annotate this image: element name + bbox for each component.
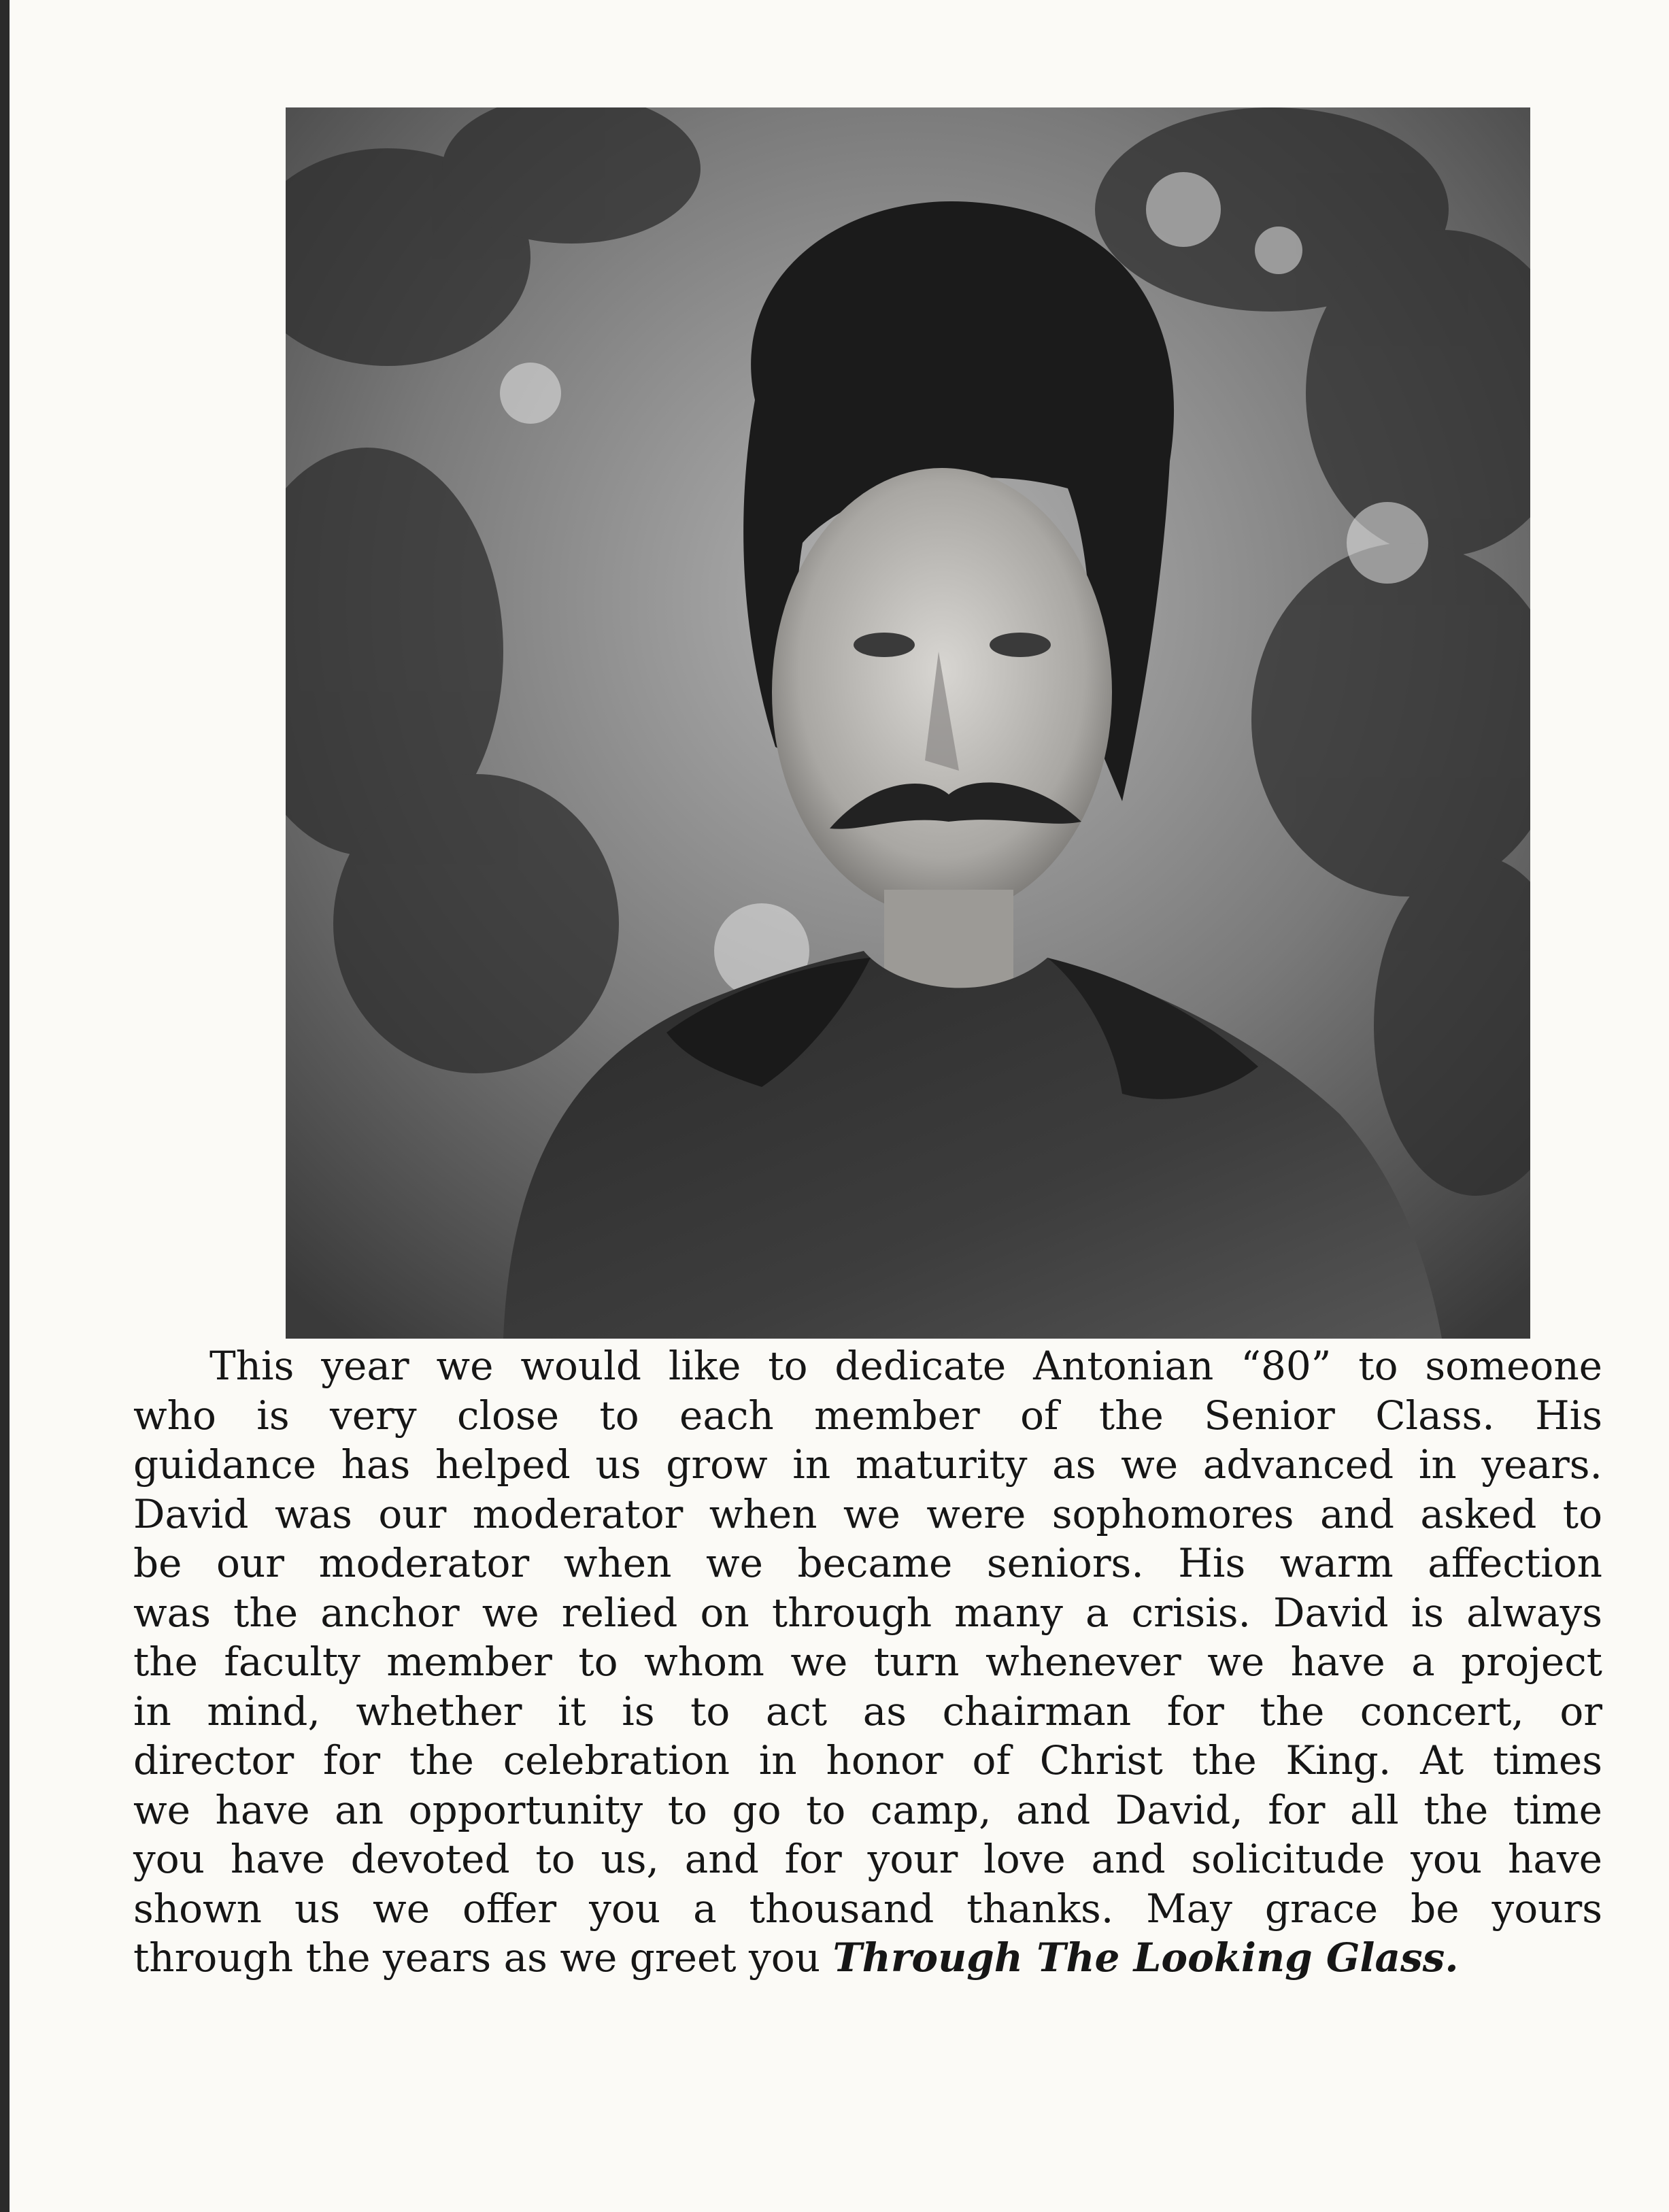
dedication-line: David was our moderator when we were sophomores and asked to bbox=[133, 1490, 1602, 1537]
dedication-text bbox=[133, 1341, 1602, 1983]
dedication-last-line bbox=[133, 1933, 1602, 1983]
dedication-line: was the anchor we relied on through many a crisis. David is always bbox=[133, 1589, 1602, 1636]
book-title: Through The Looking Glass. bbox=[832, 1934, 1459, 1981]
dedication-line: shown us we offer you a thousand thanks. May grace be yours bbox=[133, 1885, 1602, 1932]
dedication-line: be our moderator when we became seniors. His warm affection bbox=[133, 1540, 1602, 1586]
dedication-line: the faculty member to whom we turn whenever we have a project bbox=[133, 1639, 1602, 1685]
dedication-line: who is very close to each member of the Senior Class. His bbox=[133, 1392, 1602, 1439]
dedication-line: we have an opportunity to go to camp, and David, for all the time bbox=[133, 1786, 1602, 1833]
dedication-line: guidance has helped us grow in maturity as we advanced in years. bbox=[133, 1441, 1602, 1488]
dedication-line: This year we would like to dedicate Antonian “80” to someone bbox=[209, 1343, 1602, 1389]
page-binding-edge bbox=[0, 0, 10, 2212]
dedication-line: you have devoted to us, and for your love and solicitude you have bbox=[133, 1836, 1602, 1882]
portrait-image bbox=[286, 107, 1530, 1339]
dedication-line-prefix: through the years as we greet you bbox=[133, 1934, 833, 1981]
portrait-photo bbox=[286, 107, 1530, 1339]
dedication-line: director for the celebration in honor of Christ the King. At times bbox=[133, 1737, 1602, 1783]
dedication-line: in mind, whether it is to act as chairman for the concert, or bbox=[133, 1688, 1602, 1735]
